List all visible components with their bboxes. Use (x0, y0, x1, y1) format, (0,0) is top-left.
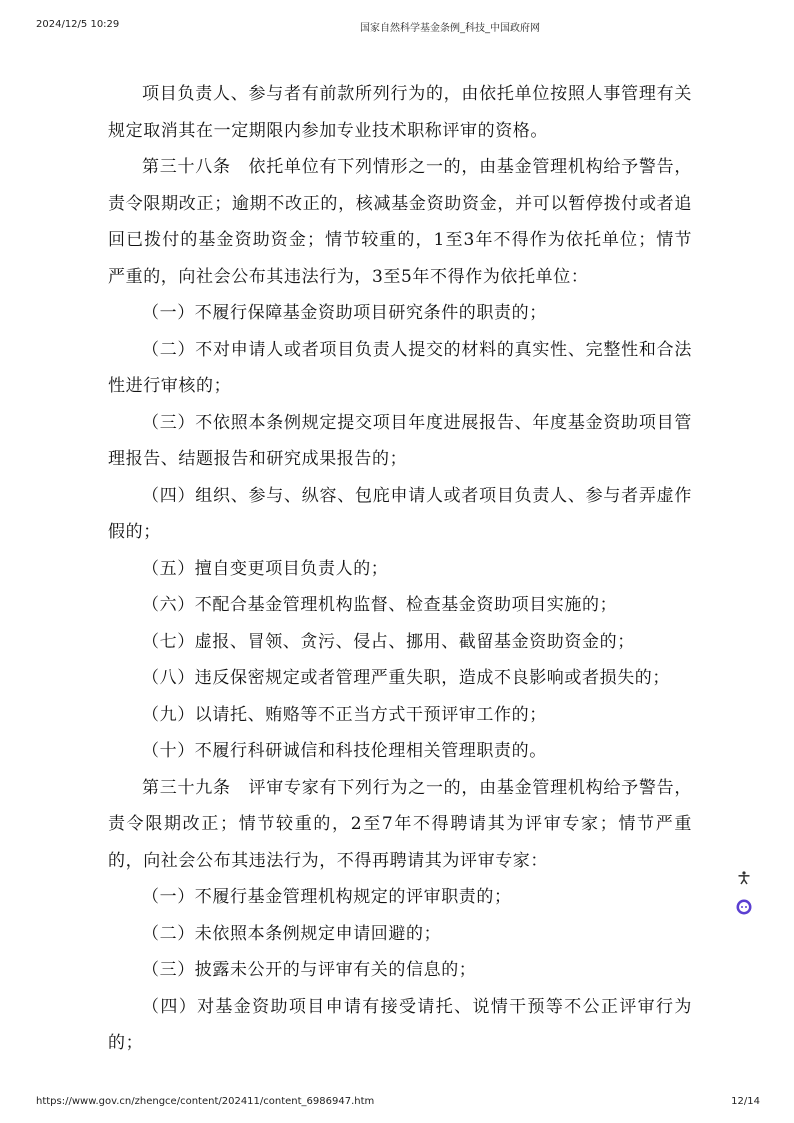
list-item: （十）不履行科研诚信和科技伦理相关管理职责的。 (142, 741, 547, 761)
page-number: 12/14 (731, 1096, 760, 1107)
list-item: （九）以请托、贿赂等不正当方式干预评审工作的； (142, 704, 547, 725)
assistant-icon[interactable] (734, 897, 754, 917)
article-38: 第三十八条 依托单位有下列情形之一的，由基金管理机构给予警告，责令限期改正；逾期不改正的，核减基金资助资金，并可以暂停拨付或者追回已拨付的基金资助资金；情节较重的，1至3年不得作为依托单位；情节严重的，向社会公布其违法行为，3至5年不得作为依托单位： (108, 157, 692, 287)
article-body (108, 76, 692, 1062)
list-item: （四）组织、参与、纵容、包庇申请人或者项目负责人、参与者弄虚作假的； (108, 485, 692, 542)
list-item: （一）不履行保障基金资助项目研究条件的职责的； (142, 303, 547, 323)
list-item: （七）虚报、冒领、贪污、侵占、挪用、截留基金资助资金的； (142, 631, 635, 652)
accessibility-icon[interactable] (734, 868, 754, 888)
list-item: （三）不依照本条例规定提交项目年度进展报告、年度基金资助项目管理报告、结题报告和研究成果报告的； (108, 412, 692, 469)
list-item: （五）擅自变更项目负责人的； (142, 558, 389, 579)
list-item: （一）不履行基金管理机构规定的评审职责的； (142, 887, 512, 907)
list-item: （二）不对申请人或者项目负责人提交的材料的真实性、完整性和合法性进行审核的； (108, 339, 692, 396)
paragraph: 项目负责人、参与者有前款所列行为的，由依托单位按照人事管理有关规定取消其在一定期限内参加专业技术职称评审的资格。 (108, 84, 692, 141)
print-datetime: 2024/12/5 10:29 (36, 19, 120, 30)
page-header-title: 国家自然科学基金条例_科技_中国政府网 (360, 23, 540, 34)
list-item: （八）违反保密规定或者管理严重失职，造成不良影响或者损失的； (142, 668, 670, 688)
article-39: 第三十九条 评审专家有下列行为之一的，由基金管理机构给予警告，责令限期改正；情节较重的，2至7年不得聘请其为评审专家；情节严重的，向社会公布其违法行为，不得再聘请其为评审专家： (108, 777, 692, 871)
list-item: （六）不配合基金管理机构监督、检查基金资助项目实施的； (142, 595, 618, 615)
list-item: （二）未依照本条例规定申请回避的； (142, 923, 442, 944)
list-item: （四）对基金资助项目申请有接受请托、说情干预等不公正评审行为的； (108, 996, 692, 1053)
page-url: https://www.gov.cn/zhengce/content/202411/content_6986947.htm (36, 1096, 375, 1107)
list-item: （三）披露未公开的与评审有关的信息的； (142, 960, 477, 980)
side-toolbar (734, 868, 754, 926)
